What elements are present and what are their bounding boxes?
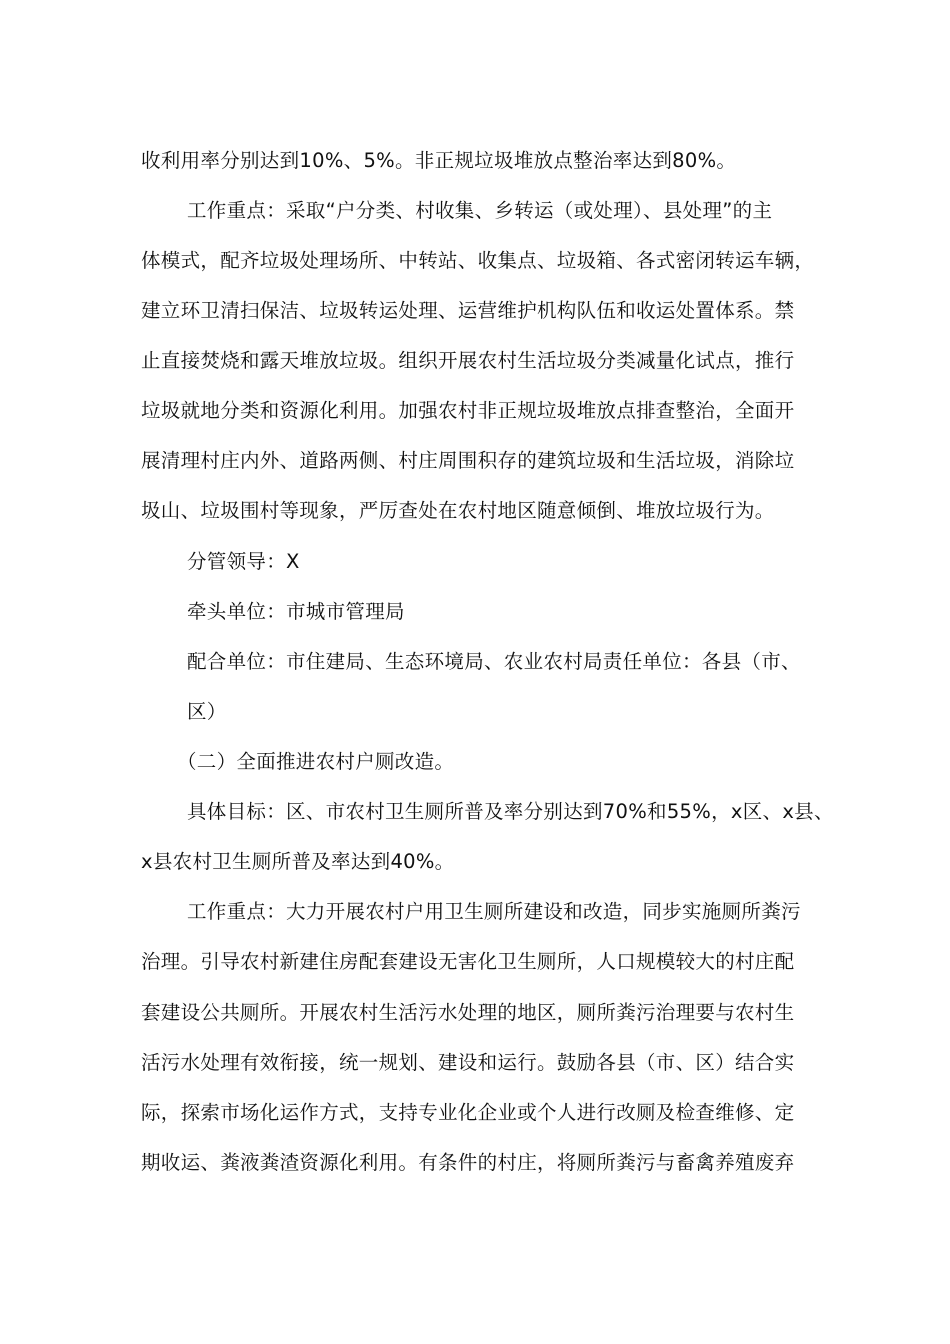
text-line: 治理。引导农村新建住房配套建设无害化卫生厕所，人口规模较大的村庄配 xyxy=(141,950,795,973)
text-line: 工作重点：大力开展农村户用卫生厕所建设和改造，同步实施厕所粪污 xyxy=(187,900,801,923)
text-line: 垃圾就地分类和资源化利用。加强农村非正规垃圾堆放点排查整治，全面开 xyxy=(141,399,795,422)
text-line: 分管领导：X xyxy=(187,550,300,573)
text-line: 止直接焚烧和露天堆放垃圾。组织开展农村生活垃圾分类减量化试点，推行 xyxy=(141,349,795,372)
text-line: 收利用率分别达到10%、5%。非正规垃圾堆放点整治率达到80%。 xyxy=(141,149,737,172)
text-line: x县农村卫生厕所普及率达到40%。 xyxy=(141,850,455,873)
text-line: 期收运、粪液粪渣资源化利用。有条件的村庄，将厕所粪污与畜禽养殖废弃 xyxy=(141,1151,795,1174)
text-line: 活污水处理有效衔接，统一规划、建设和运行。鼓励各县（市、区）结合实 xyxy=(141,1051,795,1074)
text-line: 际，探索市场化运作方式，支持专业化企业或个人进行改厕及检查维修、定 xyxy=(141,1101,795,1124)
section-heading: （二）全面推进农村户厕改造。 xyxy=(177,750,455,773)
text-line: 区） xyxy=(187,700,227,723)
text-line: 套建设公共厕所。开展农村生活污水处理的地区，厕所粪污治理要与农村生 xyxy=(141,1001,795,1024)
text-line: 体模式，配齐垃圾处理场所、中转站、收集点、垃圾箱、各式密闭转运车辆， xyxy=(141,249,815,272)
text-line: 展清理村庄内外、道路两侧、村庄周围积存的建筑垃圾和生活垃圾，消除垃 xyxy=(141,449,795,472)
text-line: 具体目标：区、市农村卫生厕所普及率分别达到70%和55%，x区、x县、 xyxy=(187,800,834,823)
text-line: 配合单位：市住建局、生态环境局、农业农村局责任单位：各县（市、 xyxy=(187,650,801,673)
text-line: 牵头单位：市城市管理局 xyxy=(187,600,405,623)
text-line: 建立环卫清扫保洁、垃圾转运处理、运营维护机构队伍和收运处置体系。禁 xyxy=(141,299,795,322)
text-line: 工作重点：采取“户分类、村收集、乡转运（或处理）、县处理”的主 xyxy=(187,199,773,222)
text-line: 圾山、垃圾围村等现象，严厉查处在农村地区随意倾倒、堆放垃圾行为。 xyxy=(141,499,775,522)
